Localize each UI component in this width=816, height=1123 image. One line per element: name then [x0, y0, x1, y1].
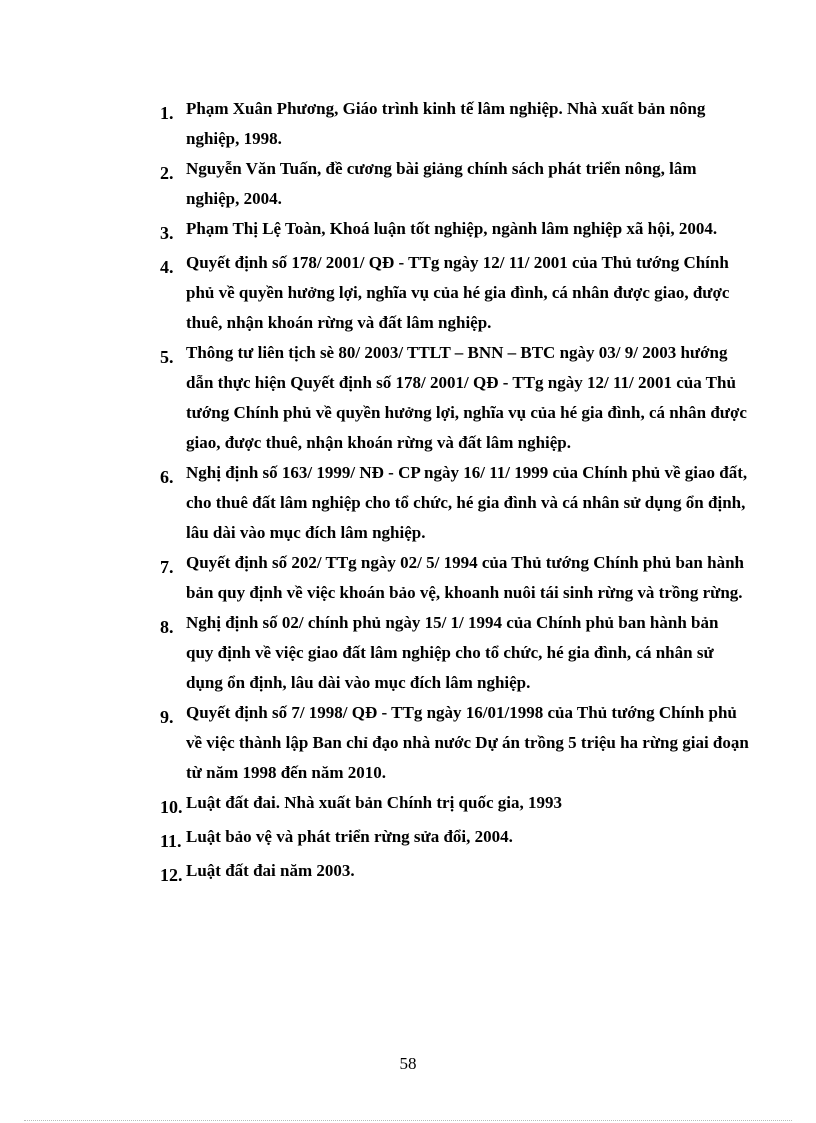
item-number: 3.	[160, 223, 174, 243]
list-item	[160, 548, 750, 608]
item-number: 11.	[160, 831, 182, 851]
list-item	[160, 94, 750, 154]
list-item	[160, 698, 750, 788]
item-text: Luật bảo vệ và phát triển rừng sửa đổi, 2004.	[186, 827, 513, 846]
item-text: Nghị định số 02/ chính phủ ngày 15/ 1/ 1994 của Chính phủ ban hành bản quy định về việc giao đất lâm nghiệp cho tổ chức, hé gia đình, cá nhân sử dụng ổn định, lâu dài vào mục đích lâm nghiệp.	[186, 613, 719, 692]
item-number: 10.	[160, 797, 183, 817]
page-bottom-divider	[24, 1120, 792, 1121]
item-number: 8.	[160, 617, 174, 637]
list-item	[160, 822, 750, 856]
item-number: 6.	[160, 467, 174, 487]
item-number: 4.	[160, 257, 174, 277]
list-item	[160, 154, 750, 214]
item-number: 1.	[160, 103, 174, 123]
item-text: Phạm Xuân Phương, Giáo trình kinh tế lâm nghiệp. Nhà xuất bản nông nghiệp, 1998.	[186, 99, 706, 148]
page-number: 58	[399, 1054, 417, 1073]
list-item	[160, 856, 750, 890]
list-item	[160, 788, 750, 822]
list-item	[160, 608, 750, 698]
list-item	[160, 248, 750, 338]
item-text: Luật đất đai năm 2003.	[186, 861, 355, 880]
item-text: Nguyễn Văn Tuấn, đề cương bài giảng chính sách phát triển nông, lâm nghiệp, 2004.	[186, 159, 697, 208]
list-item	[160, 338, 750, 458]
item-text: Nghị định số 163/ 1999/ NĐ - CP ngày 16/ 11/ 1999 của Chính phủ về giao đất, cho thuê đất lâm nghiệp cho tổ chức, hé gia đình và cá nhân sử dụng ổn định, lâu dài vào mục đích lâm nghiệp.	[186, 463, 748, 542]
reference-list	[160, 94, 750, 890]
item-number: 9.	[160, 707, 174, 727]
list-item	[160, 214, 750, 248]
item-text: Luật đất đai. Nhà xuất bản Chính trị quốc gia, 1993	[186, 793, 562, 812]
list-item	[160, 458, 750, 548]
item-text: Quyết định số 7/ 1998/ QĐ - TTg ngày 16/01/1998 của Thủ tướng Chính phủ về việc thành lập Ban chỉ đạo nhà nước Dự án trồng 5 triệu ha rừng giai đoạn từ năm 1998 đến năm 2010.	[186, 703, 749, 782]
item-number: 5.	[160, 347, 174, 367]
item-number: 7.	[160, 557, 174, 577]
item-text: Quyết định số 202/ TTg ngày 02/ 5/ 1994 của Thủ tướng Chính phủ ban hành bản quy định về việc khoán bảo vệ, khoanh nuôi tái sinh rừng và trồng rừng.	[186, 553, 745, 602]
item-number: 2.	[160, 163, 174, 183]
item-text: Thông tư liên tịch sè 80/ 2003/ TTLT – BNN – BTC ngày 03/ 9/ 2003 hướng dẫn thực hiện Quyết định số 178/ 2001/ QĐ - TTg ngày 12/ 11/ 2001 của Thủ tướng Chính phủ về quyền hưởng lợi, nghĩa vụ của hé gia đình, cá nhân được giao, được thuê, nhận khoán rừng và đất lâm nghiệp.	[186, 343, 747, 452]
item-text: Quyết định số 178/ 2001/ QĐ - TTg ngày 12/ 11/ 2001 của Thủ tướng Chính phủ về quyền hưởng lợi, nghĩa vụ của hé gia đình, cá nhân được giao, được thuê, nhận khoán rừng và đất lâm nghiệp.	[186, 253, 730, 332]
item-text: Phạm Thị Lệ Toàn, Khoá luận tốt nghiệp, ngành lâm nghiệp xã hội, 2004.	[186, 219, 718, 238]
item-number: 12.	[160, 865, 183, 885]
